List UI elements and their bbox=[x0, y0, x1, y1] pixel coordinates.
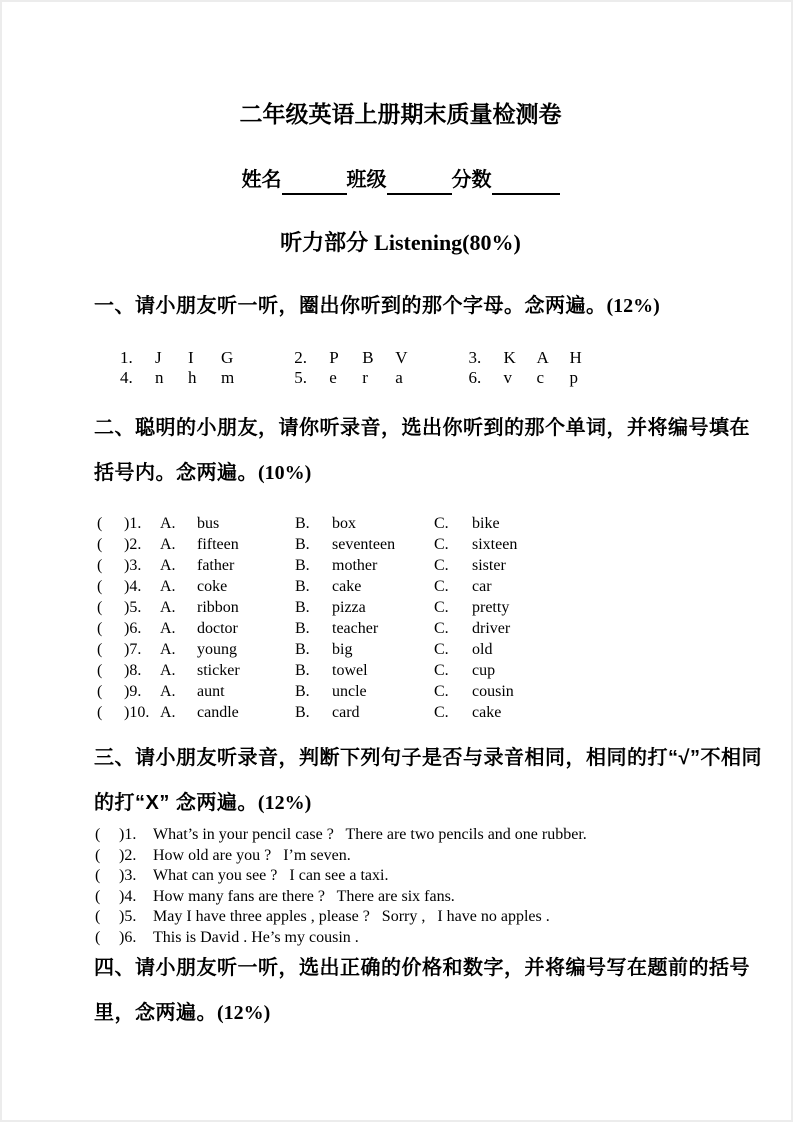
mc-question-row bbox=[97, 576, 707, 597]
section4-percent: (12%) bbox=[217, 1002, 271, 1024]
option-label-c: C. bbox=[434, 599, 449, 616]
option-word-a: doctor bbox=[197, 620, 238, 637]
option-label-a: A. bbox=[160, 704, 176, 721]
option-word-c: driver bbox=[472, 620, 511, 637]
option-word-a: ribbon bbox=[197, 599, 239, 616]
option-label-a: A. bbox=[160, 683, 176, 700]
mc-question-row bbox=[97, 513, 707, 534]
question-number: )2. bbox=[119, 846, 137, 864]
name-label: 姓名 bbox=[241, 169, 282, 191]
option-label-b: B. bbox=[295, 557, 310, 574]
letter-group bbox=[469, 368, 603, 388]
listening-part-title bbox=[94, 226, 707, 259]
option-word-c: sixteen bbox=[472, 536, 518, 553]
question-number: )6. bbox=[119, 928, 137, 946]
letter-row bbox=[120, 368, 707, 388]
option-word-c: cake bbox=[472, 704, 502, 721]
answer-paren: ( bbox=[97, 641, 103, 658]
sentence-text: May I have three apples , please ? Sorry , I have no apples . bbox=[153, 908, 550, 925]
option-word-a: aunt bbox=[197, 683, 225, 700]
answer-paren: ( bbox=[97, 704, 103, 721]
mc-question-row bbox=[97, 597, 707, 618]
option-word-c: sister bbox=[472, 557, 506, 574]
section1-letter-grid bbox=[120, 348, 707, 388]
letter-option: a bbox=[395, 368, 403, 387]
question-number: )7. bbox=[124, 641, 142, 658]
question-number: )4. bbox=[124, 578, 142, 595]
question-number: )2. bbox=[124, 536, 142, 553]
option-word-b: pizza bbox=[332, 599, 366, 616]
option-label-b: B. bbox=[295, 515, 310, 532]
option-label-b: B. bbox=[295, 620, 310, 637]
option-word-b: card bbox=[332, 704, 360, 721]
letter-option: K bbox=[503, 348, 516, 367]
letter-option: v bbox=[503, 368, 512, 387]
tf-sentence-row bbox=[95, 866, 707, 887]
sentence-text: How many fans are there ? There are six fans. bbox=[153, 887, 455, 905]
section2-heading-line2 bbox=[94, 458, 707, 489]
letter-row bbox=[120, 348, 707, 368]
tf-sentence-row bbox=[95, 887, 707, 908]
option-label-c: C. bbox=[434, 704, 449, 721]
answer-paren: ( bbox=[97, 620, 103, 637]
section1-percent: (12%) bbox=[606, 295, 660, 317]
option-label-b: B. bbox=[295, 578, 310, 595]
question-number: )10. bbox=[124, 704, 150, 721]
option-word-c: pretty bbox=[472, 599, 510, 616]
option-label-c: C. bbox=[434, 515, 449, 532]
question-number: )8. bbox=[124, 662, 142, 679]
question-number: )6. bbox=[124, 620, 142, 637]
item-number: 4. bbox=[120, 368, 133, 387]
option-word-b: box bbox=[332, 515, 356, 532]
answer-paren: ( bbox=[97, 557, 103, 574]
option-label-c: C. bbox=[434, 536, 449, 553]
option-word-b: towel bbox=[332, 662, 368, 679]
section4-heading-line1: 四、请小朋友听一听，选出正确的价格和数字，并将编号写在题前的括号 bbox=[94, 957, 750, 979]
tf-sentence-row bbox=[95, 928, 707, 949]
option-word-c: cousin bbox=[472, 683, 514, 700]
option-word-b: cake bbox=[332, 578, 362, 595]
section2-heading-line1: 二、聪明的小朋友，请你听录音，选出你听到的那个单词，并将编号填在 bbox=[94, 417, 750, 439]
question-number: )3. bbox=[119, 867, 137, 884]
section2-percent: (10%) bbox=[258, 462, 312, 484]
section3-heading-line1: 三、请小朋友听录音，判断下列句子是否与录音相同，相同的打“√”不相同 bbox=[94, 747, 762, 769]
section4-heading-line2-text: 里，念两遍。 bbox=[94, 1002, 217, 1024]
question-number: )9. bbox=[124, 683, 142, 700]
letter-option: p bbox=[569, 368, 578, 387]
answer-paren: ( bbox=[97, 515, 103, 532]
listening-part-title-cn: 听力部分 bbox=[280, 230, 369, 255]
option-word-a: sticker bbox=[197, 662, 240, 679]
answer-paren: ( bbox=[95, 867, 101, 884]
letter-option: r bbox=[362, 368, 368, 387]
letter-option: J bbox=[155, 348, 162, 367]
answer-paren: ( bbox=[95, 928, 101, 946]
letter-group bbox=[294, 368, 428, 388]
section2-heading-line2-text: 括号内。念两遍。 bbox=[94, 462, 258, 484]
letter-option: h bbox=[188, 368, 197, 387]
letter-option: I bbox=[188, 348, 194, 367]
option-label-a: A. bbox=[160, 578, 176, 595]
option-word-b: mother bbox=[332, 557, 378, 574]
score-label: 分数 bbox=[451, 169, 492, 191]
mc-question-row bbox=[97, 681, 707, 702]
letter-group bbox=[469, 348, 603, 368]
question-number: )4. bbox=[119, 887, 137, 905]
option-label-b: B. bbox=[295, 641, 310, 658]
mc-question-row bbox=[97, 702, 707, 723]
question-number: )5. bbox=[119, 908, 137, 925]
answer-paren: ( bbox=[97, 683, 103, 700]
item-number: 2. bbox=[294, 348, 307, 367]
answer-paren: ( bbox=[95, 846, 101, 864]
option-label-a: A. bbox=[160, 536, 176, 553]
section3-heading-line2 bbox=[94, 788, 707, 819]
letter-option: P bbox=[329, 348, 339, 367]
mc-question-row bbox=[97, 534, 707, 555]
question-number: )3. bbox=[124, 557, 142, 574]
section2-question-list bbox=[97, 513, 707, 723]
mc-question-row bbox=[97, 660, 707, 681]
item-number: 5. bbox=[294, 368, 307, 387]
letter-group bbox=[120, 348, 254, 368]
section4-heading-line2 bbox=[94, 998, 707, 1029]
option-label-a: A. bbox=[160, 599, 176, 616]
answer-paren: ( bbox=[97, 536, 103, 553]
item-number: 6. bbox=[468, 368, 482, 387]
option-label-c: C. bbox=[434, 683, 449, 700]
option-label-b: B. bbox=[295, 536, 310, 553]
option-label-c: C. bbox=[434, 641, 449, 658]
letter-option: G bbox=[221, 348, 234, 367]
letter-option: B bbox=[362, 348, 374, 367]
student-info-line bbox=[94, 165, 707, 195]
option-word-b: big bbox=[332, 641, 353, 658]
option-label-a: A. bbox=[160, 620, 176, 637]
answer-paren: ( bbox=[95, 887, 101, 905]
option-label-c: C. bbox=[434, 578, 449, 595]
listening-part-title-en: Listening(80%) bbox=[374, 230, 521, 255]
letter-group bbox=[294, 348, 428, 368]
option-word-c: car bbox=[472, 578, 492, 595]
option-label-a: A. bbox=[160, 641, 176, 658]
letter-option: e bbox=[329, 368, 337, 387]
option-label-b: B. bbox=[295, 704, 310, 721]
option-word-a: father bbox=[197, 557, 235, 574]
letter-option: c bbox=[536, 368, 545, 387]
tf-sentence-row bbox=[95, 825, 707, 846]
answer-paren: ( bbox=[95, 908, 101, 925]
option-word-b: teacher bbox=[332, 620, 379, 637]
item-number: 3. bbox=[468, 348, 482, 367]
option-label-b: B. bbox=[295, 599, 310, 616]
option-word-b: uncle bbox=[332, 683, 367, 700]
tf-sentence-row bbox=[95, 907, 707, 928]
question-number: )1. bbox=[124, 515, 142, 532]
sentence-text: What can you see ? I can see a taxi. bbox=[153, 867, 389, 884]
sentence-text: What’s in your pencil case ? There are two pencils and one rubber. bbox=[153, 826, 587, 843]
letter-option: m bbox=[221, 368, 235, 387]
option-word-a: bus bbox=[197, 515, 220, 532]
exam-title: 二年级英语上册期末质量检测卷 bbox=[239, 101, 562, 127]
section3-heading-line2-text: 的打“X” 念两遍。 bbox=[94, 792, 258, 814]
letter-option: H bbox=[569, 348, 582, 367]
option-word-c: cup bbox=[472, 662, 496, 679]
item-number: 1. bbox=[120, 348, 133, 367]
option-word-a: fifteen bbox=[197, 536, 239, 553]
option-word-a: candle bbox=[197, 704, 239, 721]
class-label: 班级 bbox=[346, 169, 387, 191]
mc-question-row bbox=[97, 618, 707, 639]
option-label-c: C. bbox=[434, 557, 449, 574]
question-number: )5. bbox=[124, 599, 142, 616]
letter-option: A bbox=[536, 348, 549, 367]
sentence-text: This is David . He’s my cousin . bbox=[153, 928, 359, 946]
mc-question-row bbox=[97, 639, 707, 660]
name-blank bbox=[282, 173, 347, 195]
letter-option: V bbox=[395, 348, 408, 367]
mc-question-row bbox=[97, 555, 707, 576]
section1-heading-text: 一、请小朋友听一听，圈出你听到的那个字母。念两遍。 bbox=[94, 295, 607, 317]
section3-percent: (12%) bbox=[257, 792, 312, 814]
option-word-a: young bbox=[197, 641, 237, 658]
section1-heading bbox=[94, 291, 707, 322]
letter-option: n bbox=[155, 368, 164, 387]
option-word-a: coke bbox=[197, 578, 228, 595]
class-blank bbox=[387, 173, 452, 195]
tf-sentence-row bbox=[95, 846, 707, 867]
score-blank bbox=[492, 173, 560, 195]
question-number: )1. bbox=[119, 826, 137, 843]
option-label-c: C. bbox=[434, 662, 449, 679]
sentence-text: How old are you ? I’m seven. bbox=[153, 846, 351, 864]
answer-paren: ( bbox=[97, 599, 103, 616]
option-word-c: old bbox=[472, 641, 493, 658]
answer-paren: ( bbox=[97, 578, 103, 595]
letter-group bbox=[120, 368, 254, 388]
option-word-c: bike bbox=[472, 515, 500, 532]
option-label-b: B. bbox=[295, 662, 310, 679]
option-label-a: A. bbox=[160, 662, 176, 679]
section3-sentence-list bbox=[95, 825, 707, 948]
answer-paren: ( bbox=[95, 826, 101, 843]
answer-paren: ( bbox=[97, 662, 103, 679]
option-label-b: B. bbox=[295, 683, 310, 700]
option-word-b: seventeen bbox=[332, 536, 396, 553]
option-label-a: A. bbox=[160, 557, 176, 574]
option-label-c: C. bbox=[434, 620, 449, 637]
option-label-a: A. bbox=[160, 515, 176, 532]
